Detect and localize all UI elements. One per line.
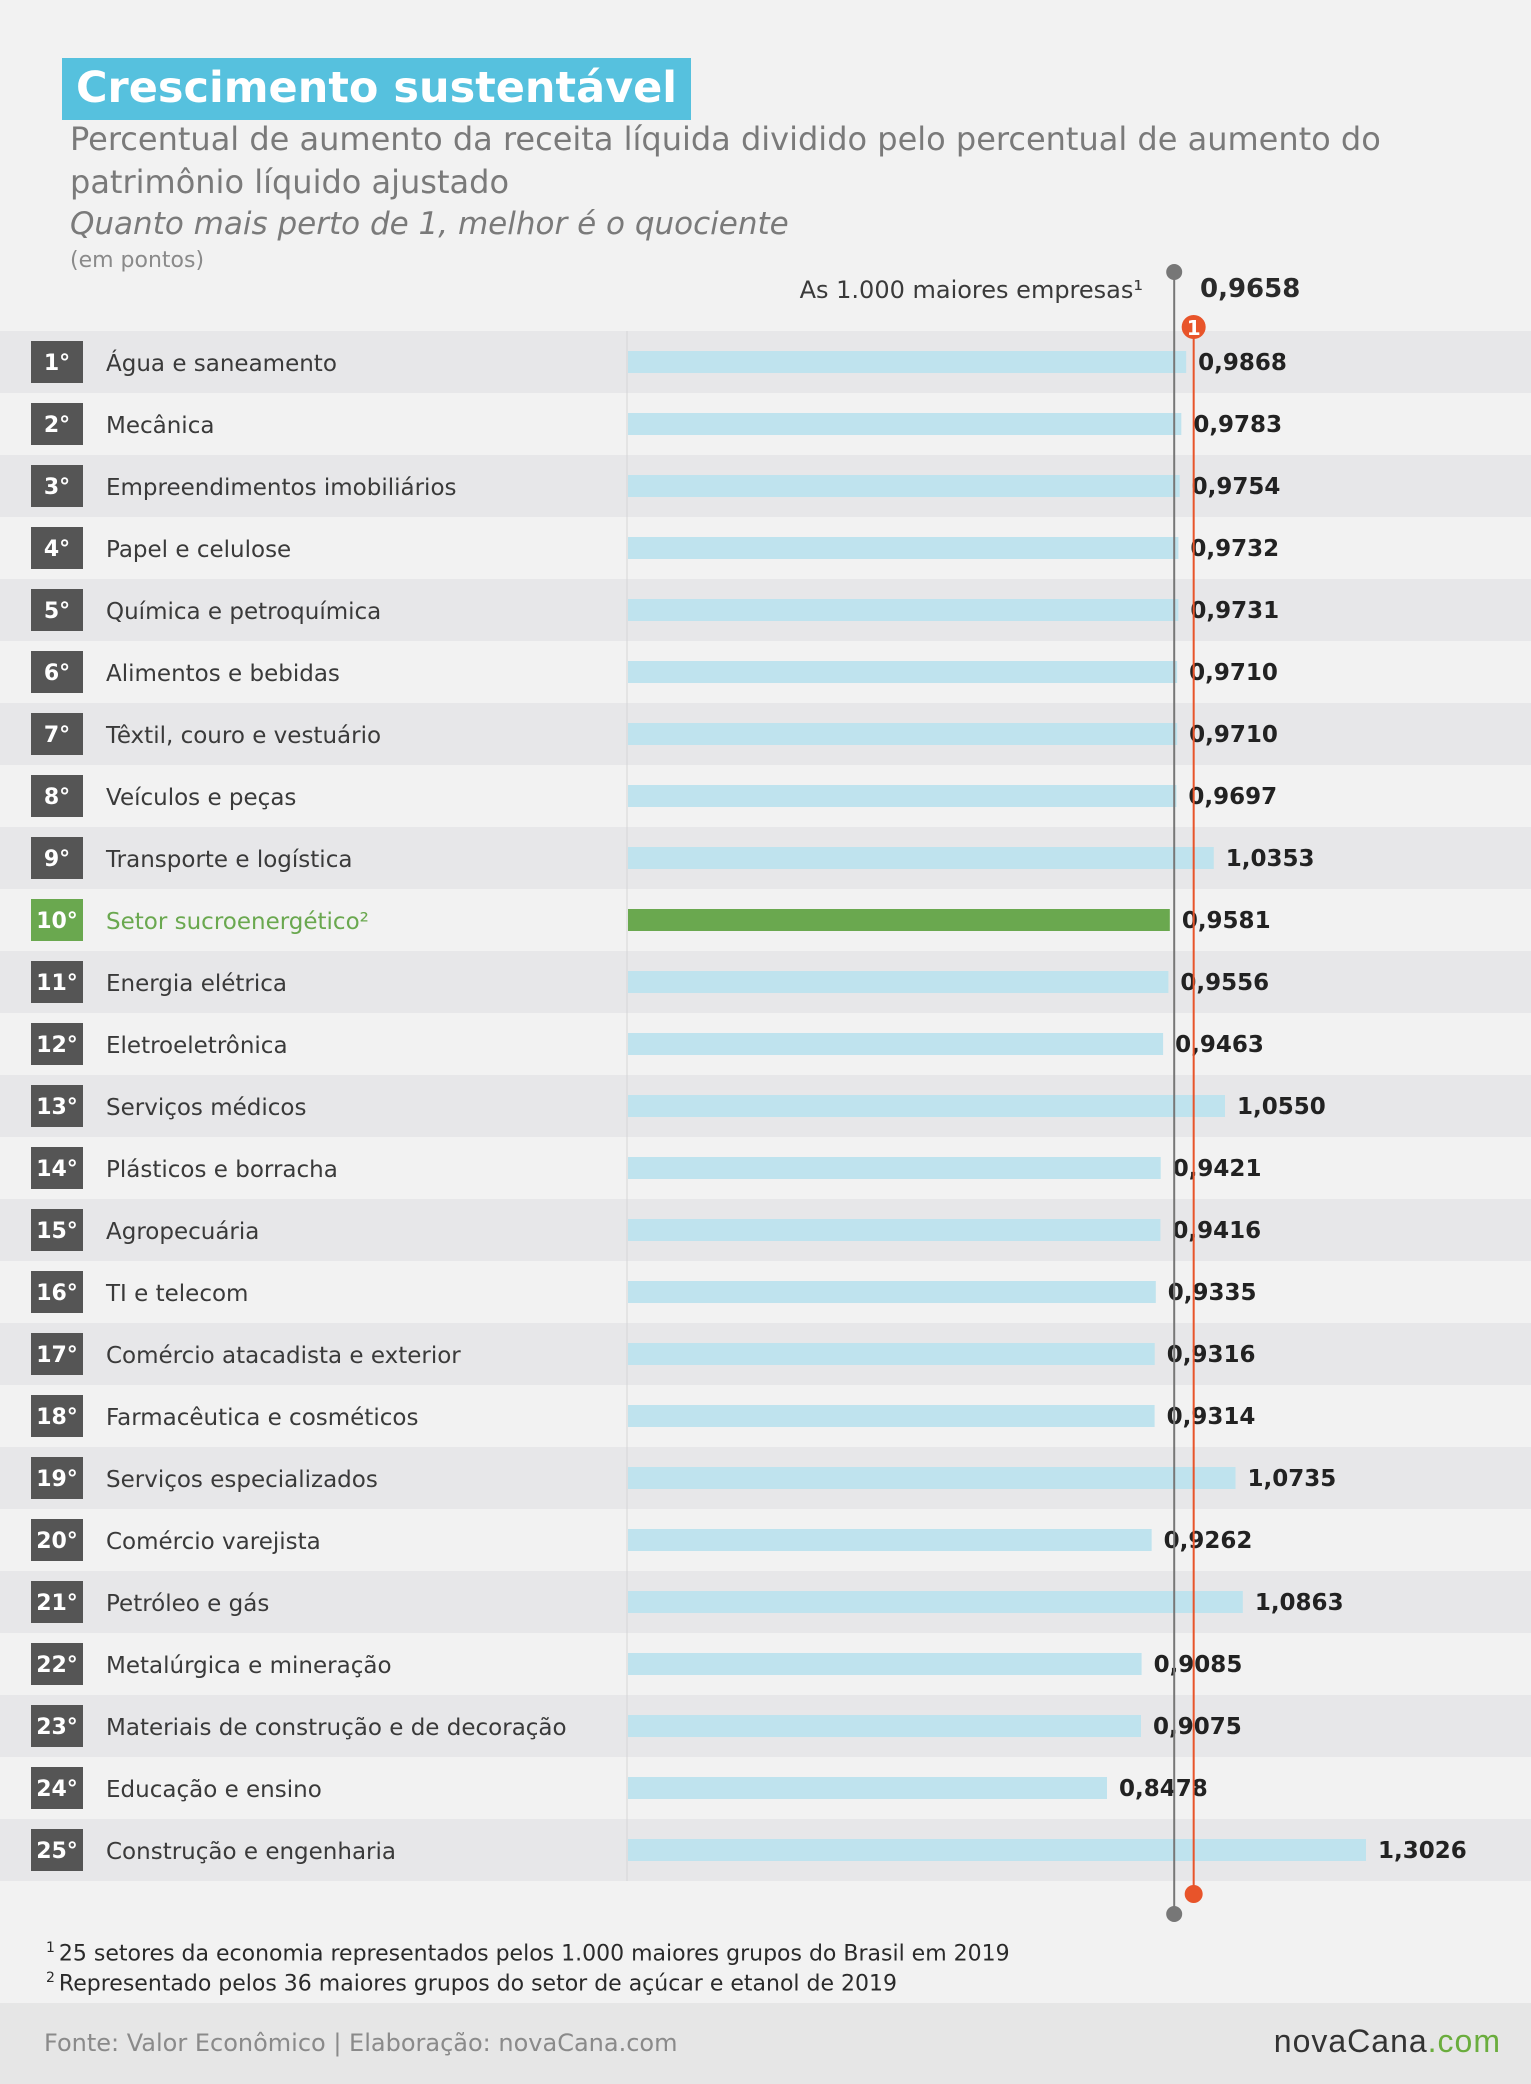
- bar: [628, 1033, 1163, 1055]
- value-label: 0,9416: [1172, 1218, 1262, 1244]
- bar: [628, 1281, 1156, 1303]
- rank-label: 4°: [43, 537, 71, 562]
- category-label: Mecânica: [106, 413, 215, 439]
- rank-label: 13°: [36, 1095, 78, 1120]
- value-label: 0,8478: [1119, 1776, 1208, 1802]
- footnote-1-mark: 1: [46, 1940, 55, 1956]
- category-label: Energia elétrica: [106, 971, 288, 997]
- rank-label: 22°: [36, 1653, 78, 1678]
- value-label: 0,9697: [1188, 784, 1278, 810]
- rank-label: 18°: [36, 1405, 78, 1430]
- bar: [628, 785, 1176, 807]
- value-label: 1,0550: [1236, 1094, 1326, 1120]
- value-label: 0,9710: [1189, 660, 1278, 686]
- rank-label: 1°: [43, 351, 71, 376]
- rank-label: 20°: [36, 1529, 78, 1554]
- bar: [628, 1405, 1155, 1427]
- rank-label: 3°: [43, 475, 71, 500]
- bar: [628, 599, 1178, 621]
- bar: [628, 723, 1177, 745]
- bar: [628, 351, 1186, 373]
- value-label: 1,0735: [1247, 1466, 1337, 1492]
- target-line-bottom-dot: [1185, 1885, 1203, 1903]
- rank-label: 6°: [43, 661, 71, 686]
- rank-label: 16°: [36, 1281, 78, 1306]
- bar: [628, 909, 1170, 931]
- bar: [628, 1591, 1243, 1613]
- rank-label: 24°: [36, 1777, 78, 1802]
- rank-label: 17°: [36, 1343, 78, 1368]
- bar: [628, 1467, 1236, 1489]
- bar: [628, 413, 1181, 435]
- bar: [628, 537, 1178, 559]
- value-label: 0,9316: [1166, 1342, 1256, 1368]
- bar: [628, 1219, 1160, 1241]
- reference-line-top-dot: [1166, 264, 1182, 280]
- category-label: Transporte e logística: [106, 847, 353, 873]
- category-label: Eletroeletrônica: [106, 1033, 288, 1059]
- category-label: Farmacêutica e cosméticos: [106, 1405, 419, 1431]
- rank-label: 9°: [43, 847, 71, 872]
- rank-label: 11°: [36, 971, 78, 996]
- value-label: 0,9463: [1175, 1032, 1264, 1058]
- bar: [628, 1529, 1152, 1551]
- value-label: 1,0863: [1254, 1590, 1344, 1616]
- rank-label: 14°: [36, 1157, 78, 1182]
- rank-label: 5°: [43, 599, 71, 624]
- rank-label: 15°: [36, 1219, 78, 1244]
- bar: [628, 1343, 1155, 1365]
- chart-note: Quanto mais perto de 1, melhor é o quociente: [70, 206, 789, 242]
- value-label: 0,9868: [1198, 350, 1287, 376]
- category-label: Metalúrgica e mineração: [106, 1653, 392, 1679]
- value-label: 0,9731: [1190, 598, 1280, 624]
- bar: [628, 1157, 1161, 1179]
- category-label: TI e telecom: [106, 1281, 249, 1307]
- category-label: Setor sucroenergético²: [106, 909, 369, 935]
- footnote-1-text: 25 setores da economia representados pelos 1.000 maiores grupos do Brasil em 2019: [58, 1941, 1010, 1967]
- bar: [628, 1653, 1142, 1675]
- footer: [0, 2003, 1531, 2084]
- value-label: 0,9262: [1163, 1528, 1253, 1554]
- bar: [628, 1095, 1225, 1117]
- bar: [628, 1839, 1366, 1861]
- value-label: 0,9783: [1193, 412, 1283, 438]
- value-label: 1,0353: [1225, 846, 1315, 872]
- bar: [628, 475, 1180, 497]
- category-label: Serviços médicos: [106, 1095, 307, 1121]
- rank-label: 10°: [36, 909, 78, 934]
- rank-label: 12°: [36, 1033, 78, 1058]
- footnote-1: [46, 1940, 1010, 1966]
- value-label: 0,9710: [1189, 722, 1278, 748]
- source-text: Fonte: Valor Econômico | Elaboração: novaCana.com: [44, 2029, 678, 2057]
- chart-subtitle: Percentual de aumento da receita líquida dividido pelo percentual de aumento do patrimônio líquido ajustado: [70, 120, 1381, 201]
- value-label: 0,9335: [1167, 1280, 1257, 1306]
- category-label: Água e saneamento: [106, 351, 337, 377]
- rank-label: 2°: [43, 413, 71, 438]
- footnote-2-mark: 2: [46, 1970, 55, 1986]
- category-label: Educação e ensino: [106, 1777, 322, 1803]
- value-label: 0,9754: [1191, 474, 1281, 500]
- rank-label: 23°: [36, 1715, 78, 1740]
- category-label: Serviços especializados: [106, 1467, 378, 1493]
- chart-unit: (em pontos): [70, 248, 205, 273]
- category-label: Alimentos e bebidas: [106, 661, 340, 687]
- category-label: Construção e engenharia: [106, 1839, 396, 1865]
- category-label: Papel e celulose: [106, 537, 292, 563]
- category-label: Empreendimentos imobiliários: [106, 475, 457, 501]
- value-label: 0,9732: [1190, 536, 1280, 562]
- category-label: Petróleo e gás: [106, 1591, 270, 1617]
- rank-label: 7°: [43, 723, 71, 748]
- logo-suffix: .com: [1427, 2023, 1501, 2059]
- category-label: Comércio atacadista e exterior: [106, 1343, 461, 1369]
- target-marker-label: 1: [1186, 316, 1201, 340]
- bar: [628, 1777, 1107, 1799]
- bar: [628, 971, 1168, 993]
- category-label: Têxtil, couro e vestuário: [106, 723, 382, 749]
- value-label: 0,9421: [1172, 1156, 1262, 1182]
- value-label: 1,3026: [1378, 1838, 1467, 1864]
- category-label: Agropecuária: [106, 1219, 260, 1245]
- category-label: Plásticos e borracha: [106, 1157, 338, 1183]
- footnote-2: [46, 1970, 897, 1996]
- value-label: 0,9314: [1166, 1404, 1256, 1430]
- bar: [628, 661, 1177, 683]
- reference-value: 0,9658: [1200, 274, 1301, 304]
- value-label: 0,9085: [1153, 1652, 1243, 1678]
- chart-title: Crescimento sustentável: [62, 58, 691, 120]
- rank-label: 21°: [36, 1591, 78, 1616]
- reference-label: As 1.000 maiores empresas¹: [799, 276, 1143, 304]
- category-label: Química e petroquímica: [106, 599, 382, 625]
- bar: [628, 847, 1214, 869]
- rank-label: 25°: [36, 1839, 78, 1864]
- reference-line-bottom-dot: [1166, 1906, 1182, 1922]
- logo-main: novaCana: [1273, 2023, 1428, 2059]
- category-label: Comércio varejista: [106, 1529, 321, 1555]
- bar: [628, 1715, 1141, 1737]
- rank-label: 8°: [43, 785, 71, 810]
- category-label: Materiais de construção e de decoração: [106, 1715, 567, 1741]
- value-label: 0,9075: [1152, 1714, 1242, 1740]
- rank-label: 19°: [36, 1467, 78, 1492]
- value-label: 0,9581: [1181, 908, 1271, 934]
- novacana-logo: [1274, 2023, 1501, 2060]
- footnote-2-text: Representado pelos 36 maiores grupos do setor de açúcar e etanol de 2019: [58, 1971, 897, 1997]
- category-label: Veículos e peças: [106, 785, 297, 811]
- value-label: 0,9556: [1180, 970, 1270, 996]
